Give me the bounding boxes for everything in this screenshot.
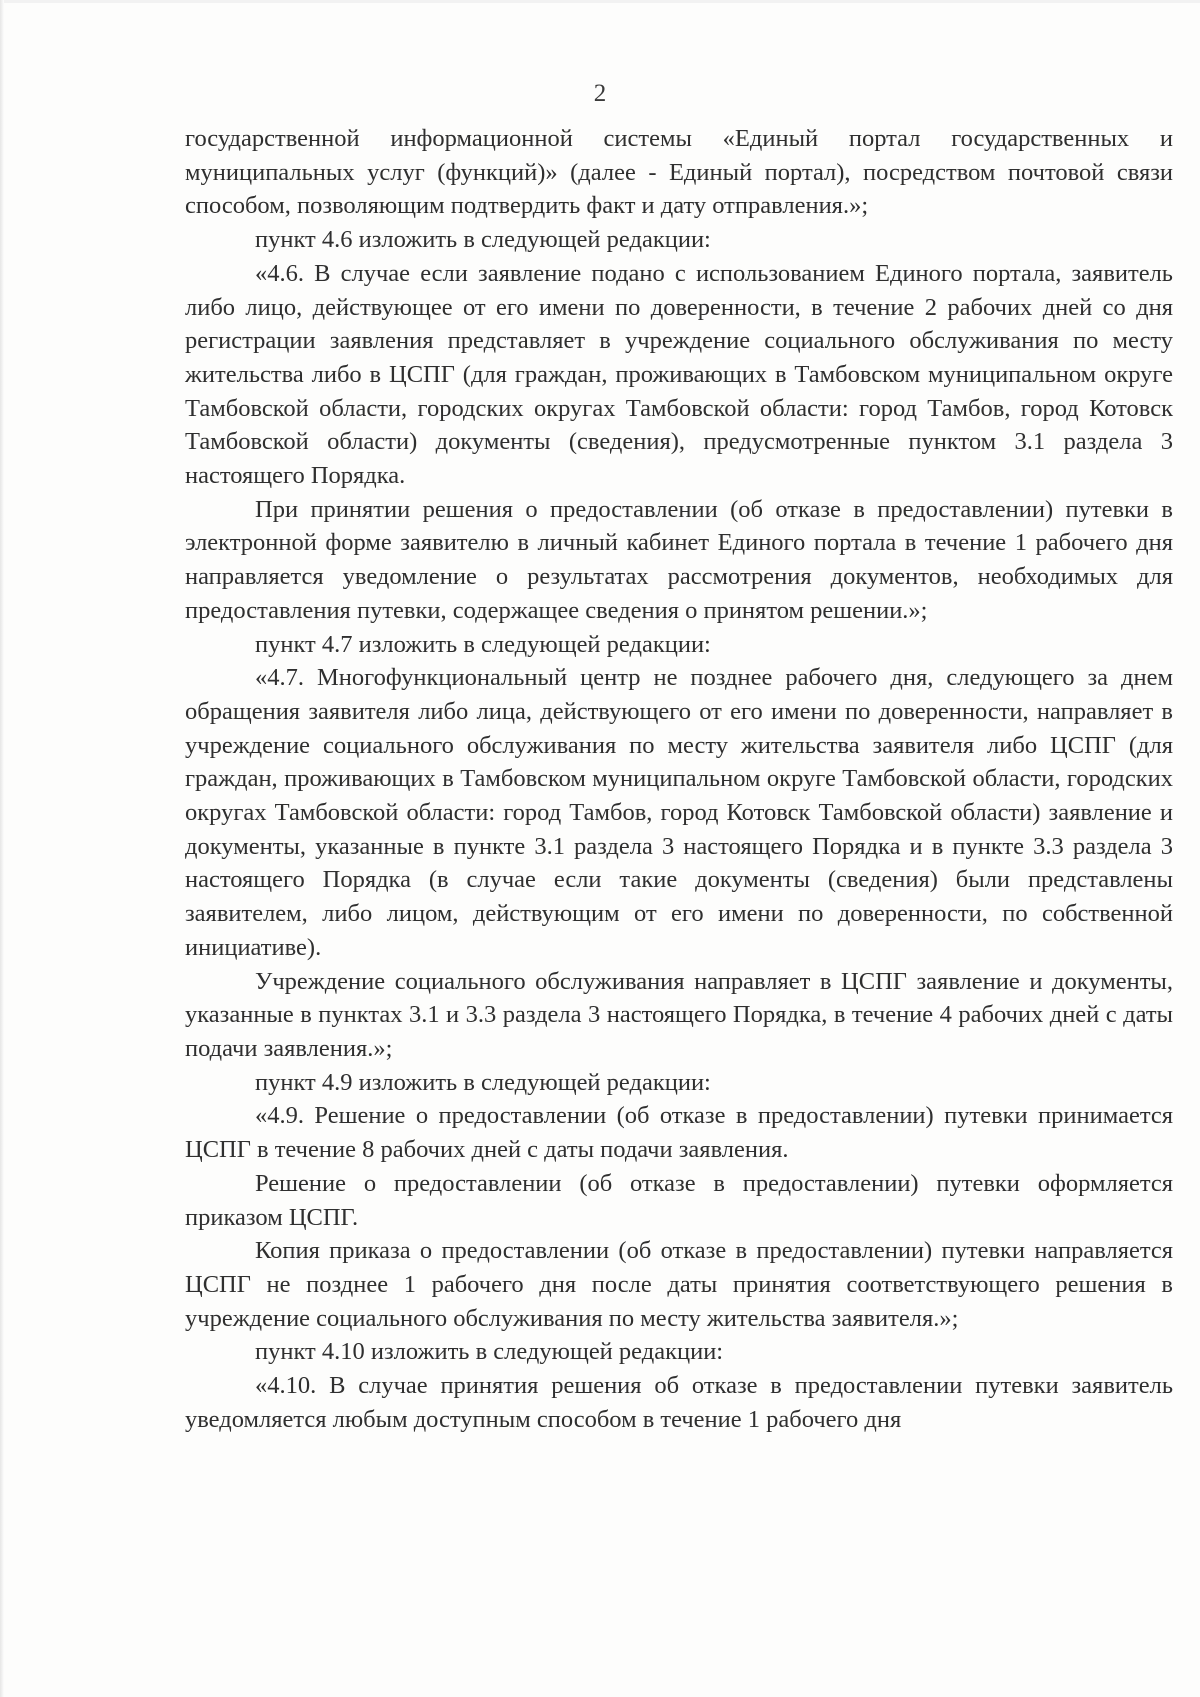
scan-top-edge [0,0,1200,3]
paragraph-continuation: государственной информационной системы «Единый портал государственных и муниципальных услуг (функций)» (далее - Единый портал), посредством почтовой связи способом, позволяющим подтвердить факт и дату отправления.»; [185,125,1173,220]
paragraph-clause-4-10: «4.10. В случае принятия решения об отказе в предоставлении путевки заявитель уведомляется любым доступным способом в течение 1 рабочего дня [185,1372,1173,1433]
paragraph-amendment-4-10-intro: пункт 4.10 изложить в следующей редакции: [255,1338,724,1366]
paragraph-amendment-4-7-intro: пункт 4.7 изложить в следующей редакции: [255,630,711,658]
paragraph-clause-4-9-order: Решение о предоставлении (об отказе в предоставлении) путевки оформляется приказом ЦСПГ. [185,1169,1173,1231]
paragraph-clause-4-7-social-service: Учреждение социального обслуживания направляет в ЦСПГ заявление и документы, указанные в пунктах 3.1 и 3.3 раздела 3 настоящего Порядка, в течение 4 рабочих дней с даты подачи заявления.»; [185,967,1173,1062]
paragraph-clause-4-7: «4.7. Многофункциональный центр не позднее рабочего дня, следующего за днем обращения заявителя либо лица, действующего от его имени по доверенности, направляет в учреждение социального обслуживания по месту жительства заявителя либо ЦСПГ (для граждан, проживающих в Тамбовском муниципальном округе Тамбовской области, городских округах Тамбовской области: город Тамбов, город Котовск Тамбовской области) заявление и документы, указанные в пункте 3.1 раздела 3 настоящего Порядка и в пункте 3.3 раздела 3 настоящего Порядка (в случае если такие документы (сведения) были представлены заявителем, либо лицом, действующим от его имени по доверенности, по собственной инициативе). [185,664,1173,961]
page-number: 2 [593,80,607,107]
document-body [185,122,1173,1436]
paragraph-clause-4-9: «4.9. Решение о предоставлении (об отказе в предоставлении) путевки принимается ЦСПГ в течение 8 рабочих дней с даты подачи заявления. [185,1102,1173,1164]
paragraph-clause-4-9-copy: Копия приказа о предоставлении (об отказе в предоставлении) путевки направляется ЦСПГ не позднее 1 рабочего дня после даты принятия соответствующего решения в учреждение социального обслуживания по месту жительства заявителя.»; [185,1237,1173,1332]
paragraph-clause-4-6: «4.6. В случае если заявление подано с использованием Единого портала, заявитель либо лицо, действующее от его имени по доверенности, в течение 2 рабочих дней со дня регистрации заявления представляет в учреждение социального обслуживания по месту жительства либо в ЦСПГ (для граждан, проживающих в Тамбовском муниципальном округе Тамбовской области, городских округах Тамбовской области: город Тамбов, город Котовск Тамбовской области) документы (сведения), предусмотренные пунктом 3.1 раздела 3 настоящего Порядка. [185,259,1173,490]
scan-left-edge [0,0,4,1697]
paragraph-amendment-4-6-intro: пункт 4.6 изложить в следующей редакции: [255,226,711,254]
paragraph-clause-4-6-decision: При принятии решения о предоставлении (об отказе в предоставлении) путевки в электронной форме заявителю в личный кабинет Единого портала в течение 1 рабочего дня направляется уведомление о результатах рассмотрения документов, необходимых для предоставления путевки, содержащее сведения о принятом решении.»; [185,495,1173,624]
paragraph-amendment-4-9-intro: пункт 4.9 изложить в следующей редакции: [255,1068,711,1096]
